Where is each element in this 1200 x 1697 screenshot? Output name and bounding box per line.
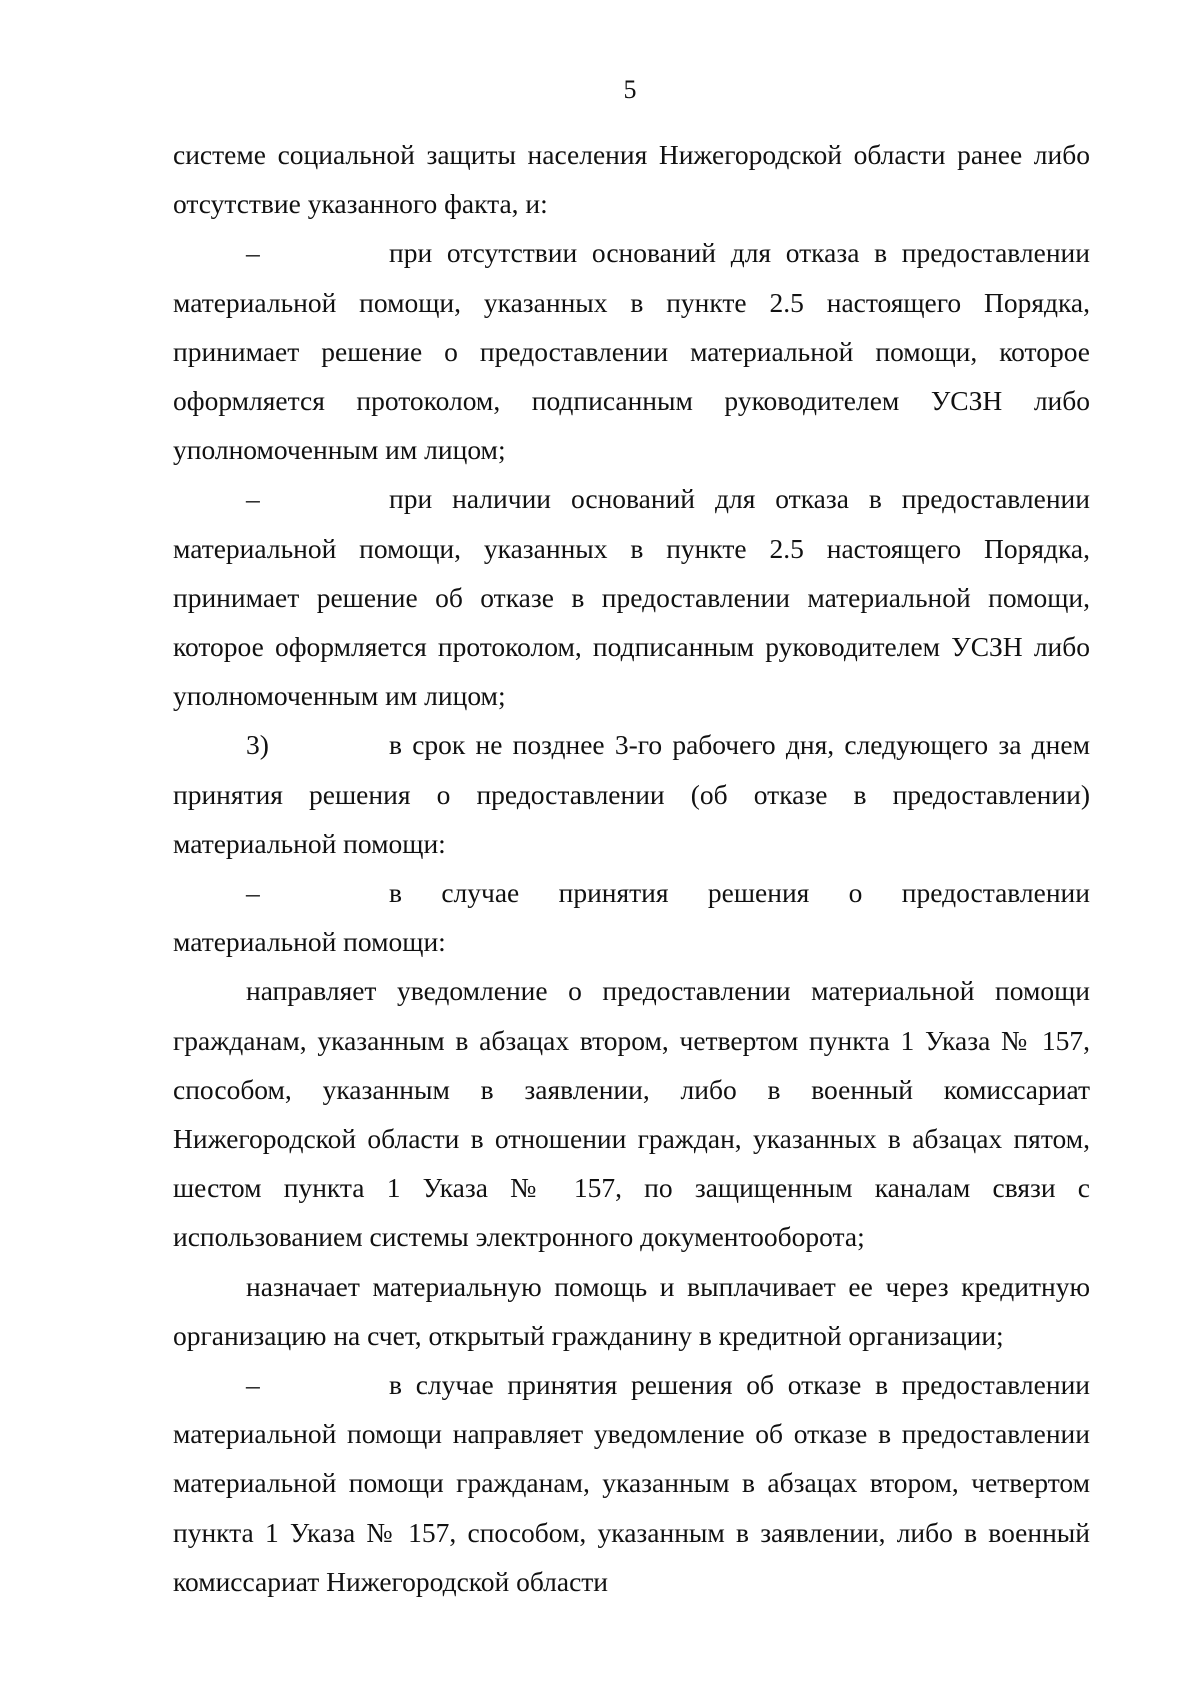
paragraph-text: направляет уведомление о предоставлении материальной помощи гражданам, указанным в абзацах втором, четвертом пункта 1 Указа № 157, способом, указанным в заявлении, либо в военный комиссариат Нижегородской области в отношении граждан, указанных в абзацах пятом, шестом пункта 1 Указа № 157, по защищенным каналам связи с использованием системы электронного документооборота;: [173, 975, 1090, 1253]
paragraph-text: при отсутствии оснований для отказа в предоставлении материальной помощи, указанных в пункте 2.5 настоящего Порядка, принимает решение о предоставлении материальной помощи, которое оформляется протоколом, подписанным руководителем УСЗН либо уполномоченным им лицом;: [173, 237, 1090, 466]
list-item-dash: [173, 228, 1090, 474]
list-item-dash: [173, 868, 1090, 966]
page-number: 5: [623, 75, 637, 104]
document-body: [173, 130, 1090, 1606]
paragraph-indented: [173, 966, 1090, 1261]
list-item-dash: [173, 1360, 1090, 1606]
list-marker: –: [246, 483, 260, 515]
paragraph-indented: [173, 1262, 1090, 1360]
list-marker: 3): [246, 729, 269, 761]
paragraph-text: системе социальной защиты населения Нижегородской области ранее либо отсутствие указанного факта, и:: [173, 139, 1090, 220]
list-item-numbered: [173, 720, 1090, 868]
list-marker: –: [246, 237, 260, 269]
paragraph-continuation: [173, 130, 1090, 228]
paragraph-text: назначает материальную помощь и выплачивает ее через кредитную организацию на счет, открытый гражданину в кредитной организации;: [173, 1270, 1090, 1351]
paragraph-text: при наличии оснований для отказа в предоставлении материальной помощи, указанных в пункте 2.5 настоящего Порядка, принимает решение об отказе в предоставлении материальной помощи, которое оформляется протоколом, подписанным руководителем УСЗН либо уполномоченным им лицом;: [173, 483, 1090, 712]
paragraph-text: в случае принятия решения о предоставлении материальной помощи:: [173, 877, 1090, 958]
list-marker: –: [246, 877, 260, 909]
paragraph-text: в случае принятия решения об отказе в предоставлении материальной помощи направляет уведомление об отказе в предоставлении материальной помощи гражданам, указанным в абзацах втором, четвертом пункта 1 Указа № 157, способом, указанным в заявлении, либо в военный комиссариат Нижегородской области: [173, 1369, 1090, 1597]
list-marker: –: [246, 1369, 260, 1401]
paragraph-text: в срок не позднее 3-го рабочего дня, следующего за днем принятия решения о предоставлении (об отказе в предоставлении) материальной помощи:: [173, 729, 1090, 859]
list-item-dash: [173, 474, 1090, 720]
